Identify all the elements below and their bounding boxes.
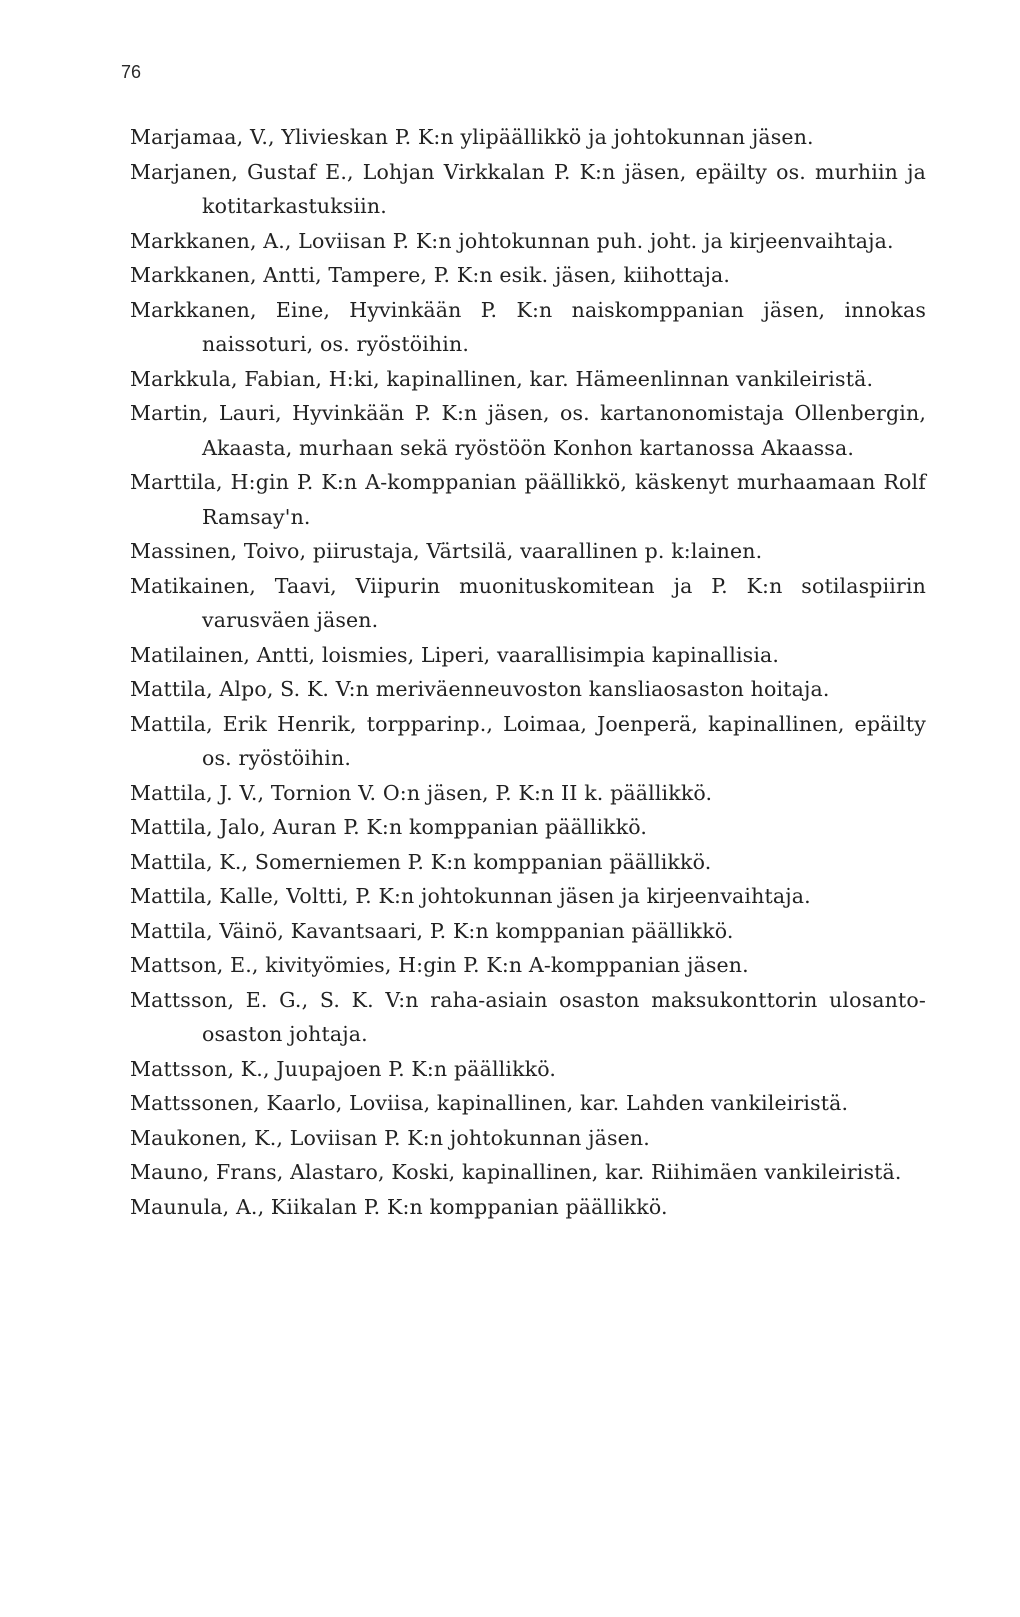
list-item: Mauno, Frans, Alastaro, Koski, kapinallinen, kar. Riihimäen vankileiristä. — [130, 1160, 902, 1184]
list-item: Mattila, Väinö, Kavantsaari, P. K:n komppanian päällikkö. — [130, 918, 734, 943]
list-item: Markkula, Fabian, H:ki, kapinallinen, kar. Hämeenlinnan vankileiristä. — [130, 366, 874, 391]
list-item: Martin, Lauri, Hyvinkään P. K:n jäsen, os. kartanonomistaja Ollenbergin, Akaasta, murhaan sekä ryöstöön Konhon kartanossa Akaassa. — [130, 401, 926, 460]
list-item: Matilainen, Antti, loismies, Liperi, vaarallisimpia kapinallisia. — [130, 642, 780, 667]
list-item: Markkanen, A., Loviisan P. K:n johtokunnan puh. joht. ja kirjeenvaihtaja. — [130, 228, 894, 253]
list-item: Massinen, Toivo, piirustaja, Värtsilä, vaarallinen p. k:lainen. — [130, 539, 763, 563]
entry-list — [130, 120, 926, 1224]
list-item: Mattila, Alpo, S. K. V:n meriväenneuvoston kansliaosaston hoitaja. — [130, 677, 830, 701]
list-item: Matikainen, Taavi, Viipurin muonituskomitean ja P. K:n sotilaspiirin varusväen jäsen. — [130, 573, 926, 632]
list-item: Marjamaa, V., Ylivieskan P. K:n ylipäällikkö ja johtokunnan jäsen. — [130, 125, 814, 149]
list-item: Markkanen, Antti, Tampere, P. K:n esik. jäsen, kiihottaja. — [130, 263, 730, 287]
list-item: Mattila, Kalle, Voltti, P. K:n johtokunnan jäsen ja kirjeenvaihtaja. — [130, 884, 811, 908]
page-number: 76 — [121, 62, 142, 82]
list-item: Mattsson, E. G., S. K. V:n raha-asiain osaston maksukonttorin ulosanto-osaston johtaja. — [130, 987, 926, 1046]
list-item: Mattson, E., kivityömies, H:gin P. K:n A-komppanian jäsen. — [130, 953, 749, 977]
list-item: Markkanen, Eine, Hyvinkään P. K:n naiskomppanian jäsen, innokas naissoturi, os. ryöstöihin. — [130, 297, 926, 356]
list-item: Marjanen, Gustaf E., Lohjan Virkkalan P. K:n jäsen, epäilty os. murhiin ja kotitarkastuksiin. — [130, 159, 926, 218]
list-item: Maukonen, K., Loviisan P. K:n johtokunnan jäsen. — [130, 1125, 650, 1150]
list-item: Mattsson, K., Juupajoen P. K:n päällikkö. — [130, 1056, 557, 1081]
list-item: Mattila, K., Somerniemen P. K:n komppanian päällikkö. — [130, 849, 712, 874]
list-item: Mattila, J. V., Tornion V. O:n jäsen, P. K:n II k. päällikkö. — [130, 780, 713, 805]
list-item: Mattila, Erik Henrik, torpparinp., Loimaa, Joenperä, kapinallinen, epäilty os. ryöstöihin. — [130, 711, 926, 770]
list-item: Maunula, A., Kiikalan P. K:n komppanian päällikkö. — [130, 1194, 668, 1219]
list-item: Mattila, Jalo, Auran P. K:n komppanian päällikkö. — [130, 815, 648, 839]
list-item: Marttila, H:gin P. K:n A-komppanian päällikkö, käskenyt murhaamaan Rolf Ramsay'n. — [130, 470, 926, 529]
list-item: Mattssonen, Kaarlo, Loviisa, kapinallinen, kar. Lahden vankileiristä. — [130, 1091, 849, 1115]
